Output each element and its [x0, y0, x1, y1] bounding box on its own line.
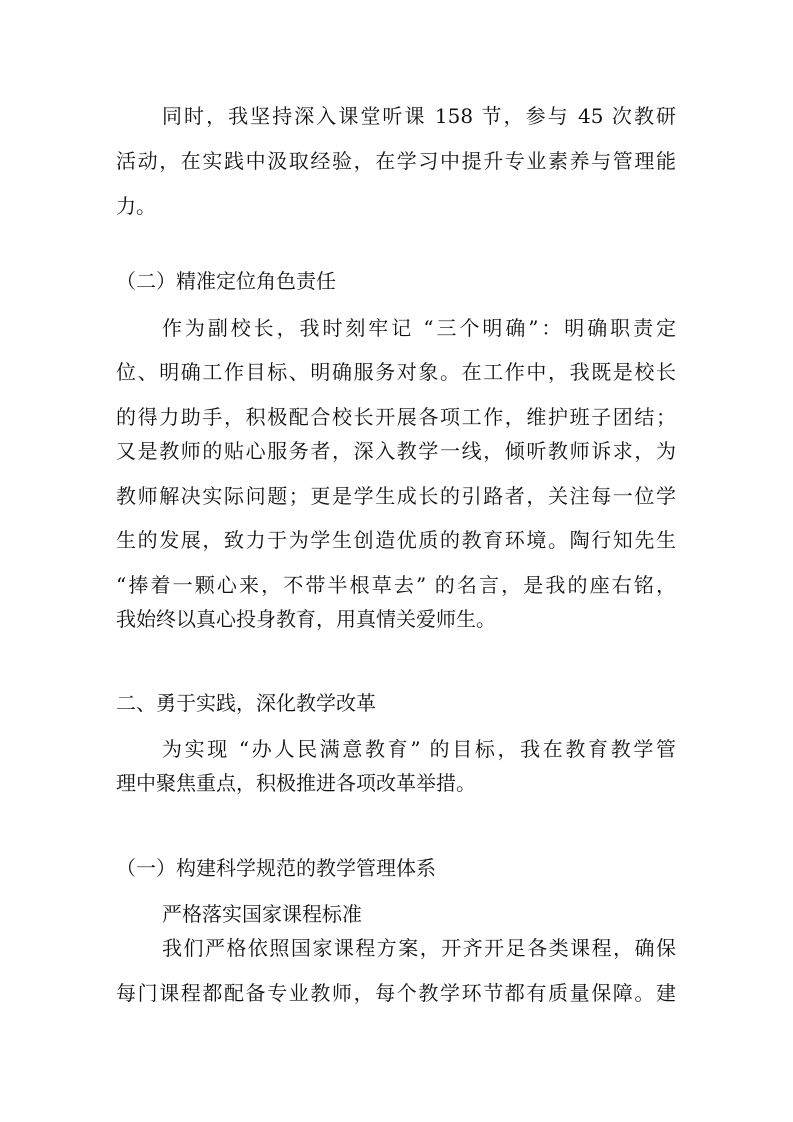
paragraph-line: 教师解决实际问题；更是学生成长的引路者，关注每一位学 [116, 484, 676, 508]
paragraph-line: 位、明确工作目标、明确服务对象。在工作中，我既是校长 [116, 360, 676, 384]
paragraph-line: 我们严格依照国家课程方案，开齐开足各类课程，确保 [162, 936, 676, 960]
paragraph-line: 作为副校长，我时刻牢记 “三个明确”：明确职责定 [162, 316, 676, 340]
paragraph-line: 生的发展，致力于为学生创造优质的教育环境。陶行知先生 [116, 528, 676, 552]
paragraph-line: 我始终以真心投身教育，用真情关爱师生。 [116, 607, 496, 631]
paragraph-line: 又是教师的贴心服务者，深入教学一线，倾听教师诉求，为 [116, 439, 676, 463]
paragraph-line: “捧着一颗心来，不带半根草去” 的名言，是我的座右铭， [116, 573, 676, 597]
chapter-heading: 二、勇于实践，深化教学改革 [116, 691, 376, 715]
paragraph-line: 同时，我坚持深入课堂听课 158 节，参与 45 次教研 [162, 104, 676, 128]
paragraph-line: 的得力助手，积极配合校长开展各项工作，维护班子团结； [116, 405, 676, 429]
section-heading: （一）构建科学规范的教学管理体系 [116, 856, 436, 880]
paragraph-line: 每门课程都配备专业教师，每个教学环节都有质量保障。建 [116, 981, 676, 1005]
paragraph-line: 力。 [116, 194, 156, 218]
paragraph-line: 理中聚焦重点，积极推进各项改革举措。 [116, 771, 476, 795]
paragraph-line: 为实现 “办人民满意教育” 的目标，我在教育教学管 [162, 737, 676, 761]
subsection-heading: 严格落实国家课程标准 [162, 902, 362, 926]
section-heading: （二）精准定位角色责任 [116, 269, 336, 293]
paragraph-line: 活动，在实践中汲取经验，在学习中提升专业素养与管理能 [116, 149, 676, 173]
